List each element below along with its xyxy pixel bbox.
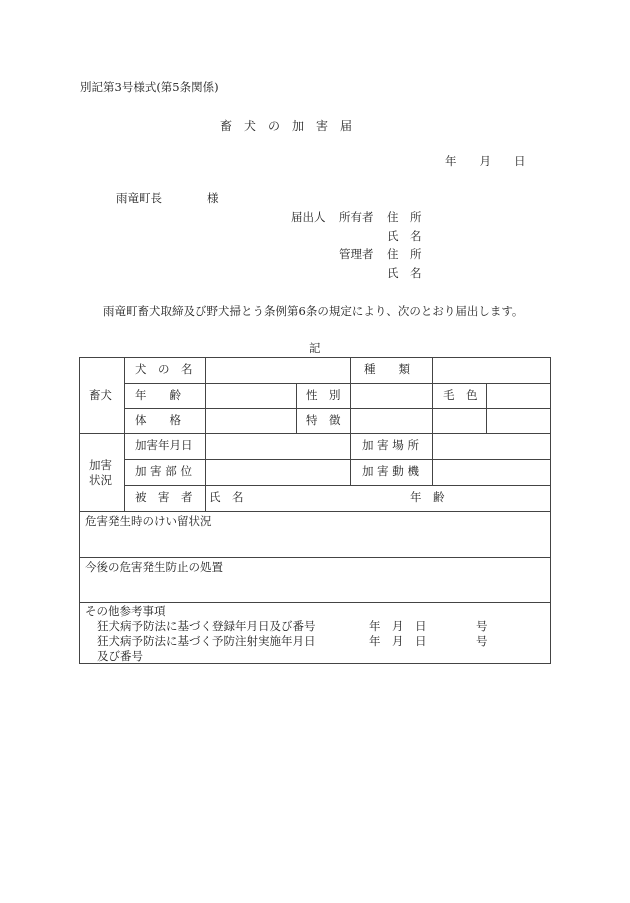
- row-divider: [79, 602, 550, 603]
- coat-color-label: 毛 色: [443, 388, 478, 402]
- manager-label: 管理者: [339, 247, 374, 261]
- victim-age-label: 年 齢: [410, 490, 445, 504]
- features-label: 特 徴: [306, 413, 341, 427]
- addressee: 雨竜町長: [116, 191, 162, 205]
- date-line: 年 月 日: [445, 154, 526, 168]
- row-divider: [124, 485, 550, 486]
- age-label: 年 齢: [135, 388, 181, 402]
- harm-place-label: 加 害 場 所: [362, 438, 419, 452]
- rabies-vaccination-label: 狂犬病予防法に基づく予防注射実施年月日: [97, 634, 316, 648]
- owner-address-label: 住 所: [387, 210, 422, 224]
- dog-name-label: 犬 の 名: [135, 362, 193, 376]
- dog-section-label: 畜犬: [89, 388, 112, 402]
- col-divider: [296, 383, 297, 433]
- col-divider: [350, 357, 351, 485]
- col-divider: [124, 357, 125, 511]
- harm-section-label-1: 加害: [89, 458, 112, 472]
- owner-name-label: 氏 名: [387, 229, 422, 243]
- vaccination-number-field: 号: [476, 634, 488, 648]
- other-notes-title: その他参考事項: [85, 604, 166, 618]
- form-number: 別記第3号様式(第5条関係): [80, 80, 219, 94]
- row-divider: [79, 511, 550, 512]
- harm-date-label: 加害年月日: [135, 438, 193, 452]
- build-label: 体 格: [135, 413, 181, 427]
- statement-text: 雨竜町畜犬取締及び野犬掃とう条例第6条の規定により、次のとおり届出します。: [103, 304, 524, 318]
- harm-section-label-2: 状況: [89, 473, 112, 487]
- vaccination-date-fields: 年 月 日: [369, 634, 427, 648]
- row-divider: [79, 557, 550, 558]
- record-label: 記: [309, 341, 321, 355]
- owner-label: 所有者: [339, 210, 374, 224]
- table-border-right: [550, 357, 551, 663]
- row-divider: [124, 459, 550, 460]
- table-border-left: [79, 357, 80, 663]
- victim-label: 被 害 者: [135, 490, 193, 504]
- row-divider: [79, 433, 550, 434]
- harm-area-label: 加 害 部 位: [135, 464, 192, 478]
- sex-label: 性 別: [306, 388, 341, 402]
- table-border-bottom: [79, 663, 551, 664]
- registration-number-field: 号: [476, 619, 488, 633]
- victim-name-label: 氏 名: [209, 490, 244, 504]
- detention-status-label: 危害発生時のけい留状況: [85, 514, 212, 528]
- col-divider: [432, 357, 433, 485]
- manager-name-label: 氏 名: [387, 266, 422, 280]
- table-border-top: [79, 357, 551, 358]
- registration-date-fields: 年 月 日: [369, 619, 427, 633]
- rabies-vaccination-label-cont: 及び番号: [97, 649, 143, 663]
- honorific: 様: [207, 191, 219, 205]
- breed-label: 種 類: [364, 362, 410, 376]
- rabies-registration-label: 狂犬病予防法に基づく登録年月日及び番号: [97, 619, 316, 633]
- harm-motive-label: 加 害 動 機: [362, 464, 419, 478]
- notifier-label: 届出人: [291, 210, 326, 224]
- prevention-measures-label: 今後の危害発生防止の処置: [85, 560, 223, 574]
- col-divider: [205, 357, 206, 511]
- manager-address-label: 住 所: [387, 247, 422, 261]
- col-divider: [486, 383, 487, 433]
- document-title: 畜 犬 の 加 害 届: [220, 119, 353, 133]
